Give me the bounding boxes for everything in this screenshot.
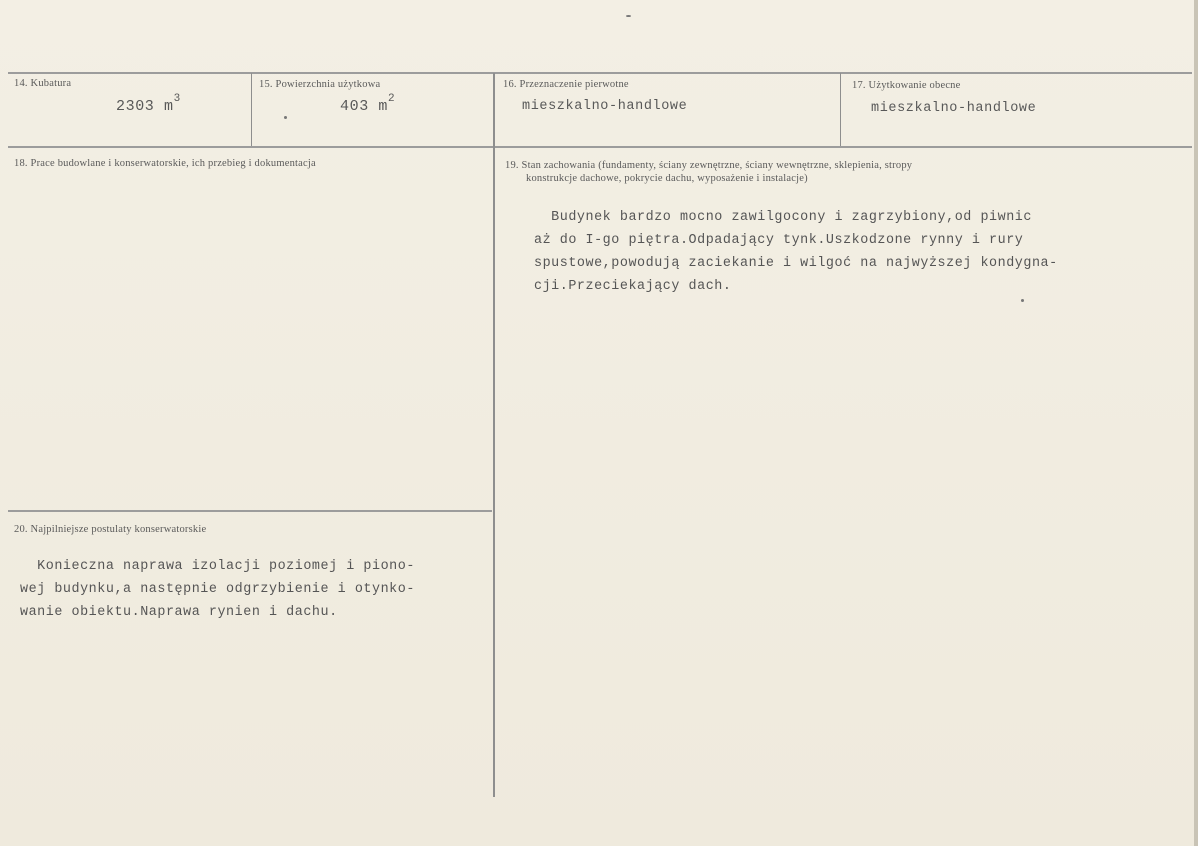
- field-15-unit-sup: 2: [388, 93, 396, 105]
- field-14-value: [116, 93, 181, 115]
- field-20-text-line: wanie obiektu.Naprawa rynien i dachu.: [20, 605, 338, 620]
- field-19-label-line1: 19. Stan zachowania (fundamenty, ściany zewnętrzne, ściany wewnętrzne, sklepienia, stropy: [505, 160, 913, 171]
- field-15-value: [340, 93, 396, 115]
- divider-16-17: [840, 73, 841, 146]
- field-17-label: 17. Użytkowanie obecne: [852, 80, 961, 91]
- field-20-text: [20, 555, 415, 624]
- field-19-label-line2: konstrukcje dachowe, pokrycie dachu, wyposażenie i instalacje): [526, 173, 808, 184]
- field-20-text-line: Konieczna naprawa izolacji poziomej i piono-: [20, 559, 415, 574]
- field-20-label: 20. Najpilniejsze postulaty konserwatorskie: [14, 524, 207, 535]
- divider-14-15: [251, 73, 252, 146]
- field-19-text-line: cji.Przeciekający dach.: [534, 279, 732, 294]
- field-19-text-line: Budynek bardzo mocno zawilgocony i zagrzybiony,od piwnic: [534, 210, 1032, 225]
- ink-speck: [626, 15, 631, 17]
- field-19-text-line: aż do I-go piętra.Odpadający tynk.Uszkodzone rynny i rury: [534, 233, 1024, 248]
- field-14-label: 14. Kubatura: [14, 78, 72, 89]
- field-14-unit-sup: 3: [173, 93, 181, 105]
- ink-speck: [1021, 299, 1024, 302]
- row1-bottom-rule: [8, 146, 1192, 148]
- field-20-text-line: wej budynku,a następnie odgrzybienie i otynko-: [20, 582, 415, 597]
- section20-top-rule: [8, 510, 492, 512]
- field-19-text-line: spustowe,powodują zaciekanie i wilgoć na najwyższej kondygna-: [534, 256, 1058, 271]
- field-19-text: [534, 206, 1058, 298]
- field-14-value-text: 2303 m: [116, 98, 174, 115]
- field-17-value: mieszkalno-handlowe: [871, 101, 1037, 116]
- field-16-value: mieszkalno-handlowe: [522, 99, 688, 114]
- field-15-label: 15. Powierzchnia użytkowa: [259, 79, 381, 90]
- card-edge: [1194, 0, 1198, 846]
- divider-15-16: [493, 73, 495, 797]
- top-rule: [8, 72, 1192, 74]
- field-18-label: 18. Prace budowlane i konserwatorskie, ich przebieg i dokumentacja: [14, 158, 316, 169]
- field-16-label: 16. Przeznaczenie pierwotne: [503, 79, 629, 90]
- ink-speck: [284, 116, 287, 119]
- field-15-value-text: 403 m: [340, 98, 389, 115]
